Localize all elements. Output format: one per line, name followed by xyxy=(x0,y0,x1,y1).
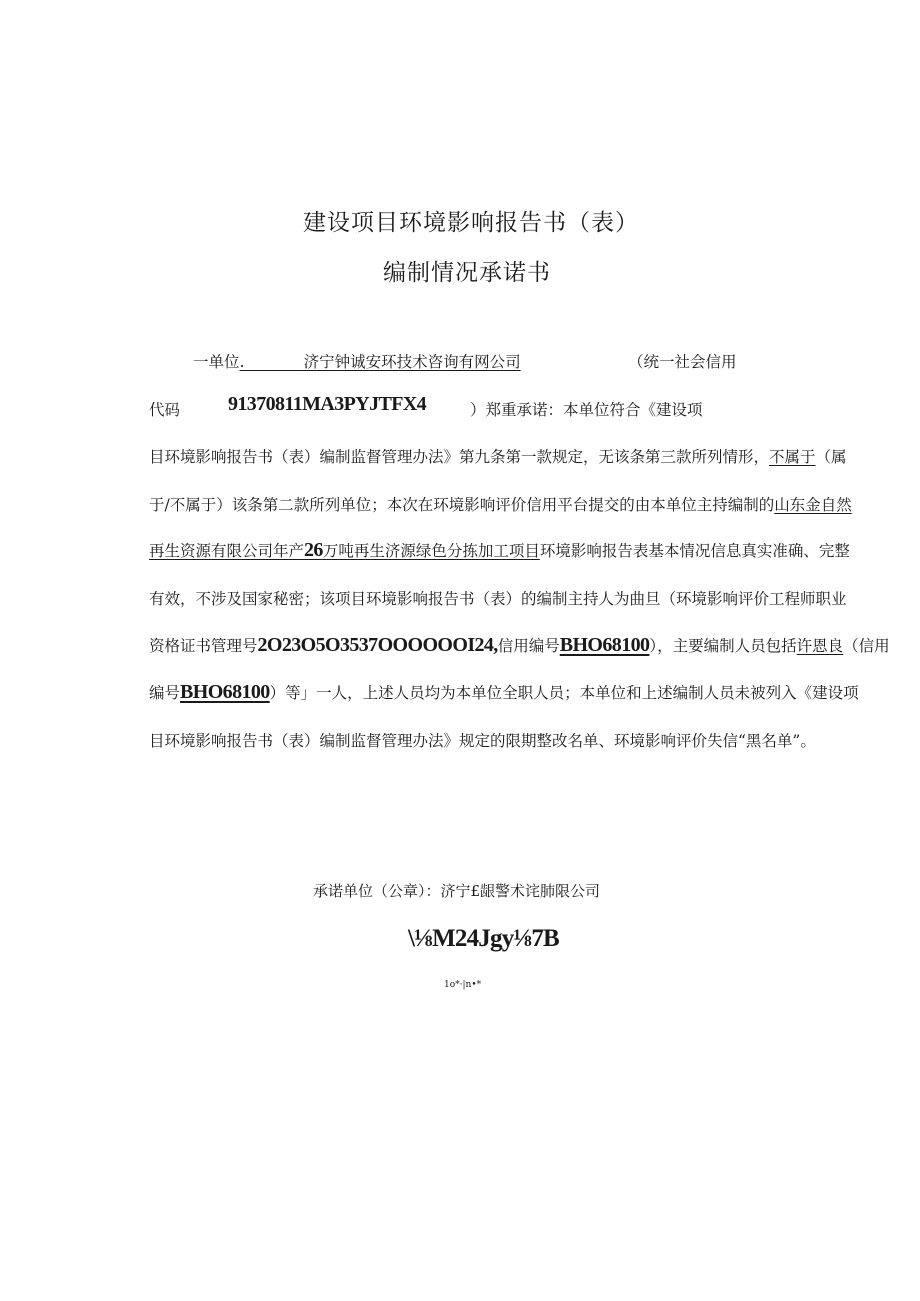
host-credit-number: BHO68100 xyxy=(559,634,650,656)
document-subtitle: 编制情况承诺书 xyxy=(383,260,551,286)
project-name: 再生资源有限公司年产26万吨再生济源绿色分拣加工项目 xyxy=(149,539,540,561)
project-company: 山东金自然 xyxy=(774,496,852,514)
document-title: 建设项目环境影响报告书（表） xyxy=(303,210,639,236)
unit-name: . 济宁钟诚安环技术咨询有网公司 xyxy=(239,353,521,371)
certificate-number: 2O23O5O3537OOOOOOI24, xyxy=(257,634,498,656)
staff-credit-number: BHO68100 xyxy=(180,681,270,703)
paragraph-line-2: ）郑重承诺：本单位符合《建设项 xyxy=(470,401,703,419)
staff-name: 许恩良 xyxy=(796,637,844,655)
paragraph-line-5: 再生资源有限公司年产26万吨再生济源绿色分拣加工项目环境影响报告表基本情况信息真实准确、完整 xyxy=(149,539,850,561)
paragraph-line-3: 目环境影响报告书（表）编制监督管理办法》第九条第一款规定，无该条第三款所列情形，不属于（属 xyxy=(149,448,847,466)
signature-unit: 承诺单位（公章）：济宁£龈警术诧肺限公司 xyxy=(313,882,601,900)
paragraph-line-6: 有效，不涉及国家秘密；该项目环境影响报告书（表）的编制主持人为曲旦（环境影响评价工程师职业 xyxy=(149,590,847,608)
signature-code: \⅛M24Jgy⅛7B xyxy=(408,925,559,952)
unit-prefix: 一单位 xyxy=(193,353,240,371)
paragraph-line-8: 编号BHO68100）等」一人，上述人员均为本单位全职人员；本单位和上述编制人员未被列入《建设项 xyxy=(149,681,859,703)
unit-credit-code: 91370811MA3PYJTFX4 xyxy=(228,393,427,415)
paragraph-line-1 xyxy=(193,350,521,372)
paragraph-line-4: 于/不属于）该条第二款所列单位；本次在环境影响评价信用平台提交的由本单位主持编制的山东金自然 xyxy=(149,496,852,514)
not-belong-choice: 不属于 xyxy=(769,448,816,466)
code-label: 代码 xyxy=(149,401,181,419)
signature-date: 1o*·|n•* xyxy=(444,980,482,990)
paragraph-line-7: 资格证书管理号2O23O5O3537OOOOOOI24,信用编号BHO68100），主要编制人员包括许恩良（信用 xyxy=(149,634,890,656)
credit-label: （统一社会信用 xyxy=(628,353,737,371)
paragraph-line-9: 目环境影响报告书（表）编制监督管理办法》规定的限期整改名单、环境影响评价失信“黑名单”。 xyxy=(149,732,816,750)
